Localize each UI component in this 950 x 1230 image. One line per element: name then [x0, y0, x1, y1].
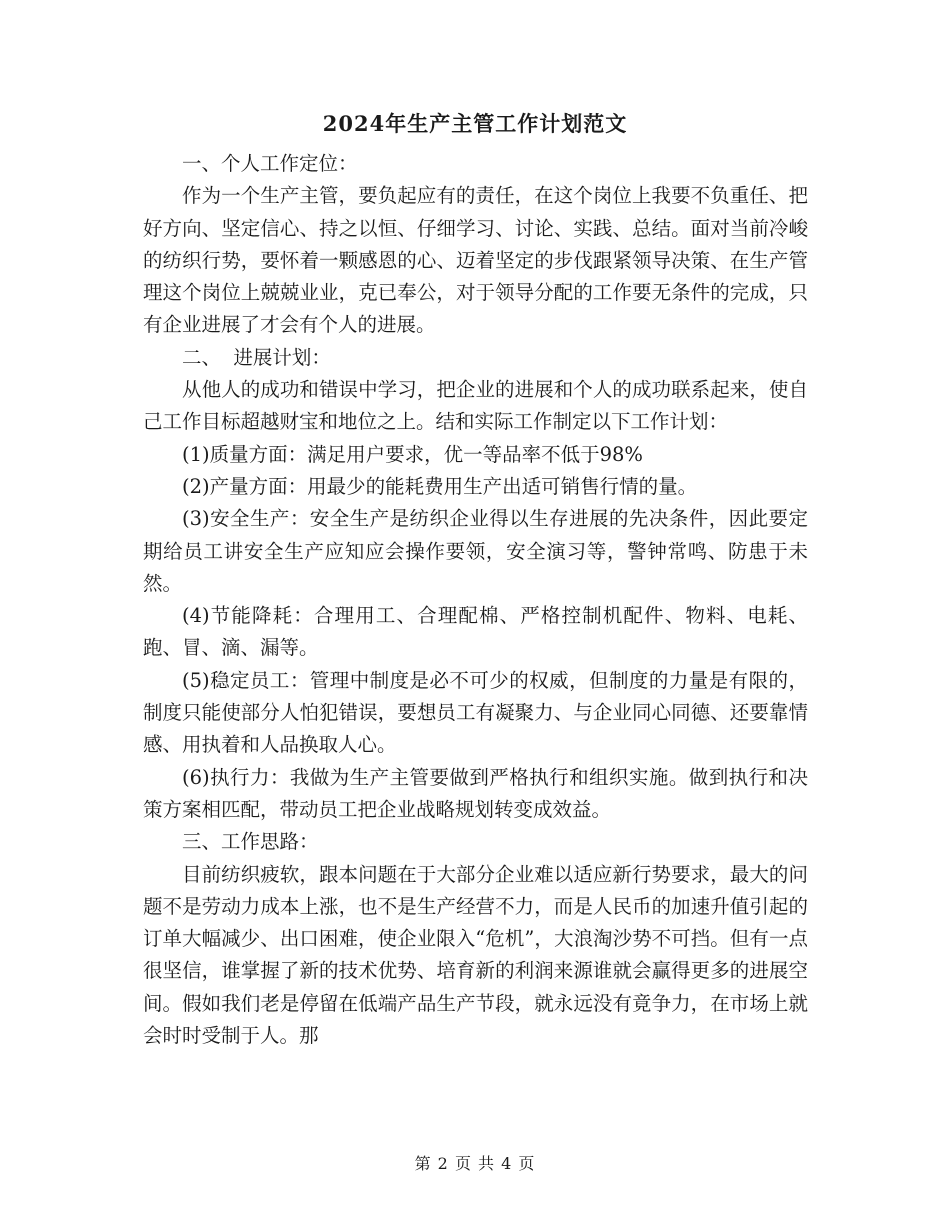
plan-item-2: (2)产量方面：用最少的能耗费用生产出适可销售行情的量。: [182, 474, 698, 498]
plan-item-5: (5)稳定员工：管理中制度是必不可少的权威，但制度的力量是有限的，制度只能使部分人怕犯错误，要想员工有凝聚力、与企业同心同德、还要靠情感、用执着和人品换取人心。: [143, 668, 808, 757]
document-title: 2024年生产主管工作计划范文: [322, 111, 628, 136]
section-heading-1: 一、个人工作定位：: [182, 152, 358, 175]
section-heading-2: 二、 进展计划：: [182, 345, 331, 369]
body-paragraph: 从他人的成功和错误中学习，把企业的进展和个人的成功联系起来，使自己工作目标超越财宝和地位之上。结和实际工作制定以下工作计划：: [143, 378, 808, 434]
plan-item-6: (6)执行力：我做为生产主管要做到严格执行和组织实施。做到执行和决策方案相匹配，带动员工把企业战略规划转变成效益。: [143, 765, 808, 821]
plan-item-1: (1)质量方面：满足用户要求，优一等品率不低于98%: [182, 442, 643, 466]
document-body: [143, 148, 808, 1052]
section-heading-3: 三、工作思路：: [182, 830, 319, 854]
body-paragraph: 目前纺织疲软，跟本问题在于大部分企业难以适应新行势要求，最大的问题不是劳动力成本上涨，也不是生产经营不力，而是人民币的加速升值引起的订单大幅减少、出口困难，使企业限入“危机”，大浪淘沙势不可挡。但有一点很坚信，谁掌握了新的技术优势、培育新的利润来源谁就会赢得更多的进展空间。假如我们老是停留在低端产品生产节段，就永远没有竟争力，在市场上就会时时受制于人。那: [143, 862, 808, 1048]
plan-item-4: (4)节能降耗：合理用工、合理配棉、严格控制机配件、物料、电耗、跑、冒、滴、漏等。: [143, 604, 808, 660]
page-number-label: 第 2 页 共 4 页: [414, 1154, 536, 1173]
body-paragraph: 作为一个生产主管，要负起应有的责任，在这个岗位上我要不负重任、把好方向、坚定信心、持之以恒、仔细学习、讨论、实践、总结。面对当前冷峻的纺织行势，要怀着一颗感恩的心、迈着坚定的步伐跟紧领导决策、在生产管理这个岗位上兢兢业业，克已奉公，对于领导分配的工作要无条件的完成，只有企业进展了才会有个人的进展。: [143, 184, 808, 337]
plan-item-3: (3)安全生产：安全生产是纺织企业得以生存进展的先决条件，因此要定期给员工讲安全生产应知应会操作要领，安全演习等，警钟常鸣、防患于未然。: [143, 507, 808, 595]
page-footer: [0, 1152, 950, 1176]
